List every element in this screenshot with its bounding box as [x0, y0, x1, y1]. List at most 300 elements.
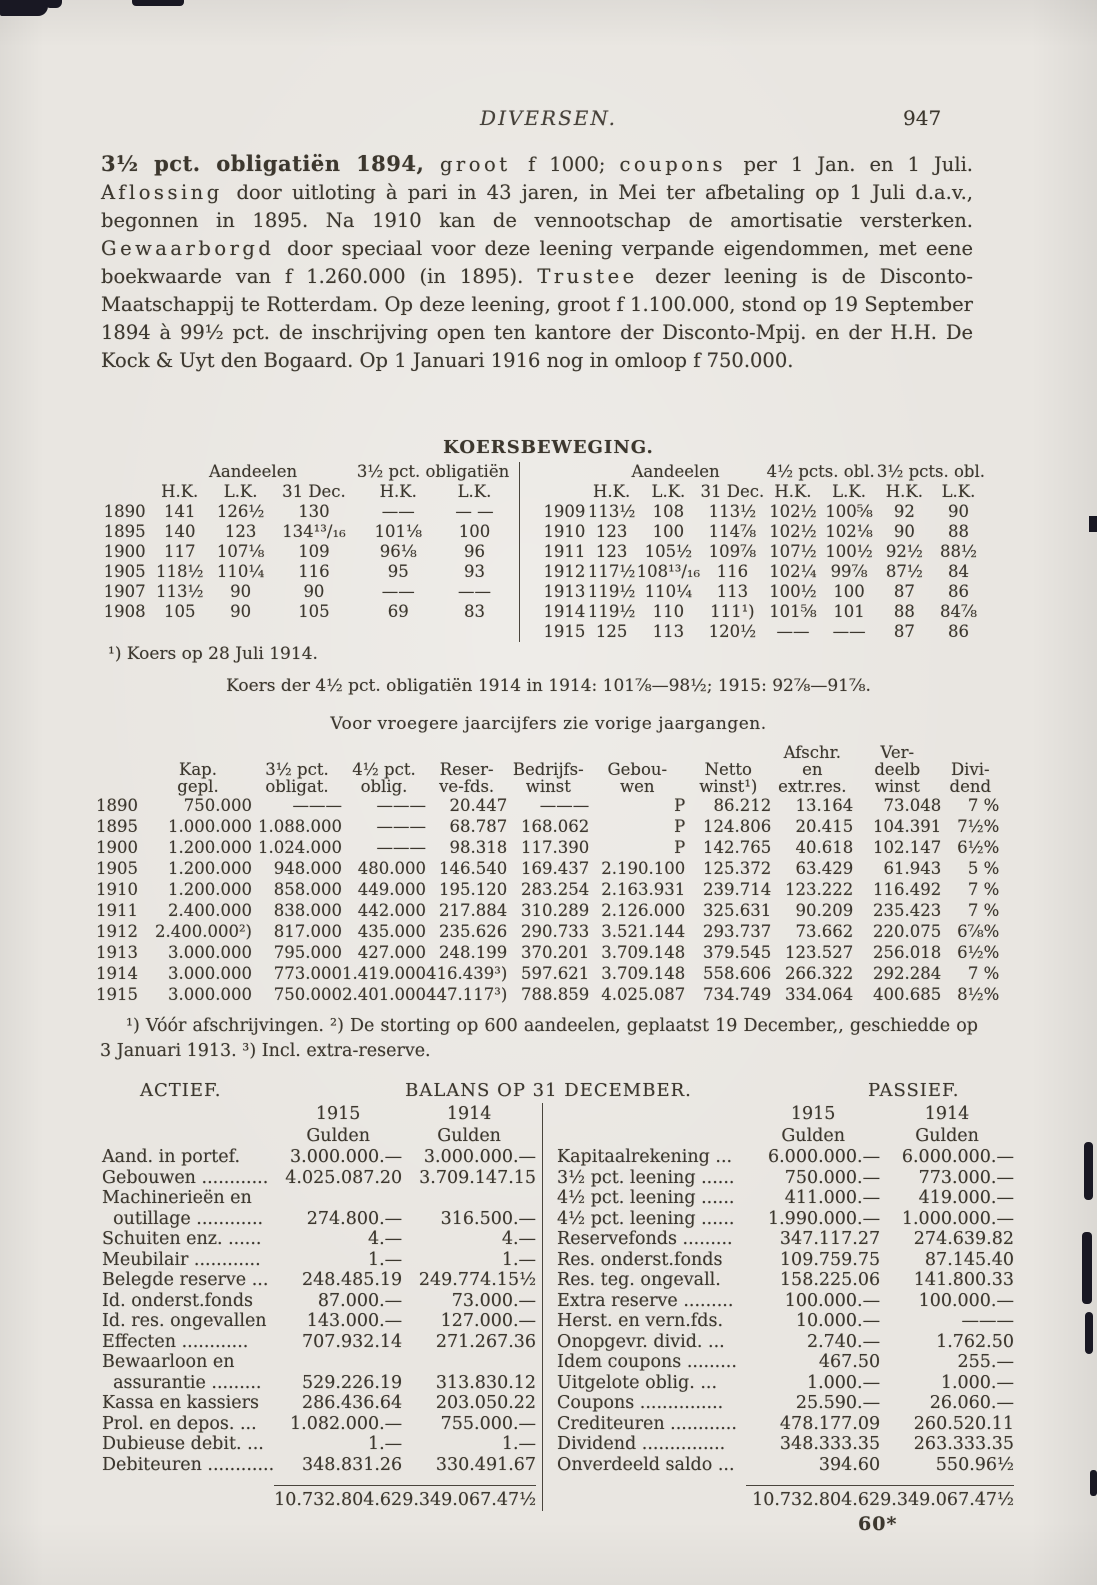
table-row — [100, 542, 509, 562]
table-cell: Id. onderst.fonds — [102, 1290, 254, 1311]
table-cell: 119½ — [587, 602, 636, 621]
koers-table-left — [100, 462, 509, 622]
table-cell: 100½ — [825, 542, 873, 561]
table-cell: 1907 — [103, 582, 146, 601]
table-cell: 4.— — [501, 1229, 537, 1249]
table-cell: Crediteuren ............ — [557, 1413, 737, 1434]
table-cell: 1911 — [543, 542, 586, 561]
table-cell: 3.000.000 — [168, 964, 252, 983]
table-row — [96, 879, 999, 900]
table-cell: 838.000 — [273, 901, 342, 920]
table-cell: 1.200.000 — [168, 880, 252, 899]
table-cell: 126½ — [216, 502, 265, 521]
column-group-header: 3½ pcts. obl. — [876, 462, 985, 481]
table-cell: Machinerieën en — [102, 1188, 252, 1208]
table-row — [102, 1270, 536, 1291]
table-cell: 313.830.12 — [435, 1372, 537, 1393]
column-header: H.K. — [885, 482, 923, 501]
results-table — [96, 744, 999, 1005]
table-cell: 102⅛ — [825, 522, 873, 541]
table-cell: 3.000.000 — [168, 943, 252, 962]
table-cell: — — — [455, 502, 494, 521]
table-cell: 105 — [298, 602, 330, 621]
table-row — [100, 582, 509, 602]
table-cell: 1895 — [103, 522, 146, 541]
table-cell: 449.000 — [357, 880, 426, 899]
table-cell: 4½ pct. leening ...... — [557, 1208, 735, 1229]
table-cell: outillage ............ — [102, 1208, 264, 1229]
table-cell: 125 — [595, 622, 628, 641]
table-row — [542, 542, 985, 562]
balance-passief-table — [557, 1103, 1014, 1511]
koers-right-group-header — [542, 462, 985, 482]
table-cell: Dividend ............... — [557, 1434, 726, 1454]
table-cell: 2.740.— — [806, 1331, 881, 1352]
table-cell: 127.000.— — [440, 1311, 537, 1331]
table-cell: 20.415 — [795, 817, 854, 836]
table-cell: Uitgelote oblig. ... — [557, 1372, 718, 1393]
column-header: wen — [620, 777, 655, 796]
table-cell: 90 — [230, 602, 252, 621]
balance-actief-years — [102, 1103, 536, 1125]
table-cell: 411.000.— — [784, 1188, 881, 1208]
table-cell: 734.749 — [703, 985, 772, 1004]
actief-label: ACTIEF. — [140, 1080, 222, 1101]
table-cell: 6½% — [957, 943, 1000, 962]
table-cell: 10.000.— — [795, 1311, 881, 1331]
table-cell: 2.126.000 — [601, 901, 686, 920]
table-cell: 478.177.09 — [779, 1413, 881, 1434]
table-row — [557, 1209, 1014, 1230]
table-cell: 101 — [833, 602, 865, 621]
column-header: en — [802, 760, 823, 779]
column-header: Bedrijfs- — [512, 760, 584, 779]
table-cell: 348.831.26 — [301, 1454, 403, 1475]
table-cell: 1890 — [96, 796, 138, 815]
results-header-bottom — [96, 778, 999, 795]
table-cell: Res. teg. ongevall. — [557, 1270, 721, 1290]
table-cell: assurantie ......... — [102, 1372, 262, 1393]
table-cell: 707.932.14 — [301, 1331, 403, 1352]
table-cell: 1.419.000 — [342, 964, 426, 983]
scan-artifact-top-strip — [132, 0, 184, 6]
text-segment: Aflossing — [101, 181, 237, 204]
table-row — [542, 622, 985, 642]
koers-table-left-box — [100, 462, 509, 642]
table-row — [102, 1291, 536, 1312]
table-cell: Kassa en kassiers — [102, 1393, 259, 1413]
table-cell: 1.— — [501, 1434, 537, 1454]
column-header: Gulden — [781, 1126, 845, 1146]
table-row — [557, 1229, 1014, 1250]
table-cell: 3.000.000 — [168, 985, 252, 1004]
table-cell: Dubieuse debit. ... — [102, 1434, 264, 1454]
column-header: 31 Dec. — [700, 482, 765, 501]
table-cell: 87 — [893, 622, 915, 641]
table-cell: 130 — [298, 502, 330, 521]
table-cell: 274.639.82 — [913, 1229, 1014, 1249]
table-cell: Idem coupons ......... — [557, 1352, 737, 1372]
column-header: Reser- — [439, 760, 494, 779]
text-segment: groot — [439, 153, 529, 176]
table-row — [96, 795, 999, 816]
table-cell: 118½ — [155, 562, 204, 581]
passief-total — [557, 1486, 1014, 1511]
table-cell: 123 — [595, 522, 628, 541]
table-cell: ——— — [376, 817, 426, 836]
table-cell: 773.000 — [273, 964, 342, 983]
table-cell — [402, 1352, 536, 1373]
table-cell: 1909 — [543, 502, 586, 521]
table-row — [102, 1311, 536, 1332]
table-cell: 750.000 — [273, 985, 342, 1004]
table-row — [557, 1414, 1014, 1435]
table-cell: 100½ — [769, 582, 817, 601]
table-cell: 1910 — [543, 522, 586, 541]
table-row — [102, 1393, 536, 1414]
table-cell: Res. onderst.fonds — [557, 1249, 723, 1270]
table-cell: 817.000 — [273, 922, 342, 941]
table-cell: 4.025.087.20 — [285, 1167, 403, 1188]
passief-label: PASSIEF. — [868, 1080, 960, 1101]
table-cell: 447.117³) — [425, 985, 508, 1004]
total-value: 9.349.067.47½ — [402, 1486, 536, 1511]
table-cell: 467.50 — [818, 1352, 881, 1372]
table-cell: 114⅞ — [708, 522, 757, 541]
column-group-header: 3½ pct. obligatiën — [356, 462, 510, 481]
text-segment: dezer leening is de Disconto-Maatschappij te Rotterdam. Op deze leening, groot f 1.100.000, stond op 19 September 1894 à 99½ pct. de inschrijving open ten kantore der Disconto-Mpij. en der H.H. De Kock & Uyt den Bogaard. Op 1 Januari 1916 nog in omloop f 750.000. — [101, 265, 973, 372]
table-cell: 117 — [163, 542, 196, 561]
table-cell: Kapitaalrekening ... — [557, 1147, 733, 1167]
table-row — [96, 963, 999, 984]
table-cell: 217.884 — [439, 901, 508, 920]
table-cell: 8½% — [957, 985, 1000, 1004]
table-cell: 92 — [893, 502, 915, 521]
column-header: H.K. — [593, 482, 631, 501]
table-cell: 260.520.11 — [913, 1413, 1014, 1434]
table-cell: 1.200.000 — [168, 838, 252, 857]
table-cell: ——— — [961, 1311, 1014, 1331]
table-row — [102, 1168, 536, 1189]
table-cell: 86 — [947, 622, 969, 641]
table-cell: 90.209 — [795, 901, 854, 920]
table-cell: 102½ — [769, 502, 817, 521]
table-cell: 1911 — [96, 901, 138, 920]
table-cell: 100⅝ — [825, 502, 873, 521]
table-row — [102, 1229, 536, 1250]
table-row — [96, 984, 999, 1005]
column-header: Divi- — [950, 760, 990, 779]
table-cell: 116.492 — [873, 880, 942, 899]
table-cell: 110 — [652, 602, 685, 621]
table-cell: 73.000.— — [451, 1290, 537, 1311]
table-cell: 26.060.— — [929, 1393, 1014, 1413]
table-cell: 90 — [947, 502, 969, 521]
table-cell: P — [674, 838, 686, 857]
table-row — [557, 1311, 1014, 1332]
table-cell: 86.212 — [713, 796, 772, 815]
table-cell: 1905 — [103, 562, 146, 581]
table-cell: 108¹³/₁₆ — [636, 562, 701, 581]
koers-table-right-box — [519, 462, 985, 642]
text-segment: Trustee — [537, 265, 656, 288]
table-row — [102, 1434, 536, 1455]
column-header: Afschr. — [783, 743, 841, 762]
scan-artifact-edge1 — [1089, 516, 1097, 532]
table-cell: 795.000 — [273, 943, 342, 962]
table-cell: 113½ — [708, 502, 757, 521]
table-row — [557, 1393, 1014, 1414]
table-cell: 3½ pct. leening ...... — [557, 1167, 735, 1188]
table-cell: —— — [381, 582, 415, 601]
table-cell: 3.709.147.15 — [419, 1167, 537, 1188]
koers-1914-note: Koers der 4½ pct. obligatiën 1914 in 1914: 101⅞—98½; 1915: 92⅞—91⅞. — [226, 676, 871, 696]
table-cell: 348.333.35 — [779, 1434, 881, 1454]
table-cell: 1914 — [96, 964, 138, 983]
table-cell: 134¹³/₁₆ — [282, 522, 346, 541]
balance-passief-units — [557, 1125, 1014, 1147]
table-cell — [402, 1188, 536, 1209]
table-row — [102, 1188, 536, 1209]
table-cell: 858.000 — [273, 880, 342, 899]
table-cell: 88 — [947, 522, 969, 541]
column-header: 31 Dec. — [282, 482, 346, 501]
table-cell: 7 % — [967, 901, 1000, 920]
table-cell: 101⅛ — [374, 522, 422, 541]
table-cell: 7 % — [967, 880, 1000, 899]
table-cell: 249.774.15½ — [418, 1270, 537, 1290]
column-header: L.K. — [832, 482, 866, 501]
column-header: 1915 — [315, 1104, 361, 1124]
table-row — [542, 502, 985, 522]
table-cell: 773.000.— — [918, 1167, 1014, 1188]
column-header: ve-fds. — [439, 777, 495, 796]
table-cell: 290.733 — [521, 922, 590, 941]
table-cell: 100 — [458, 522, 491, 541]
table-row — [557, 1270, 1014, 1291]
table-row — [96, 837, 999, 858]
table-cell: 13.164 — [795, 796, 854, 815]
table-row — [96, 816, 999, 837]
table-cell: 788.859 — [521, 985, 590, 1004]
table-row — [102, 1332, 536, 1353]
table-row — [96, 858, 999, 879]
table-row — [557, 1291, 1014, 1312]
table-cell: 256.018 — [873, 943, 942, 962]
table-cell: 113 — [652, 622, 685, 641]
table-cell: 379.545 — [703, 943, 772, 962]
spacer-row — [102, 1475, 536, 1486]
table-cell: Gebouwen ............ — [102, 1167, 269, 1188]
table-cell: 1895 — [96, 817, 138, 836]
table-cell: 3.000.000.— — [290, 1147, 403, 1167]
table-cell: 235.423 — [873, 901, 942, 920]
column-header: extr.res. — [778, 777, 847, 796]
table-cell: 1.— — [501, 1249, 537, 1270]
table-cell: ——— — [292, 796, 342, 815]
table-cell: 1890 — [103, 502, 146, 521]
table-cell: 7½% — [957, 817, 1000, 836]
column-header: 1914 — [446, 1104, 492, 1124]
balance-actief-units — [102, 1125, 536, 1147]
table-cell: 123.527 — [785, 943, 854, 962]
table-cell: Schuiten enz. ...... — [102, 1229, 262, 1249]
koers-table-right — [542, 462, 985, 642]
table-cell: 1.000.000 — [168, 817, 252, 836]
table-cell: 113½ — [587, 502, 636, 521]
table-cell: 102.147 — [873, 838, 942, 857]
table-cell: 90 — [303, 582, 325, 601]
table-cell: —— — [457, 582, 491, 601]
table-cell: 84 — [947, 562, 969, 581]
spacer-row — [557, 1475, 1014, 1486]
table-cell: 113½ — [155, 582, 204, 601]
table-cell: 102½ — [769, 522, 817, 541]
table-cell: 435.000 — [357, 922, 426, 941]
table-cell: 100.000.— — [784, 1290, 881, 1311]
table-cell: 370.201 — [521, 943, 590, 962]
column-header: dend — [949, 777, 992, 796]
table-cell: 109 — [298, 542, 330, 561]
column-header: 1914 — [924, 1104, 970, 1124]
table-cell: 5 % — [967, 859, 1000, 878]
table-cell: 168.062 — [521, 817, 590, 836]
table-cell: 7 % — [967, 796, 1000, 815]
table-cell: 6.000.000.— — [901, 1147, 1014, 1167]
table-cell: 427.000 — [357, 943, 426, 962]
column-header: gepl. — [177, 777, 219, 796]
column-header: deelb — [874, 760, 921, 779]
table-cell: 283.254 — [521, 880, 590, 899]
koers-left-sub-header — [100, 482, 509, 502]
table-cell: 158.225.06 — [779, 1270, 881, 1290]
table-cell: 235.626 — [439, 922, 508, 941]
text-segment: f 1000; — [528, 153, 620, 176]
table-row — [102, 1209, 536, 1230]
table-cell: Meubilair ............ — [102, 1249, 261, 1270]
table-cell: 400.685 — [873, 985, 942, 1004]
text-segment: 3½ pct. obligatiën 1894, — [101, 151, 440, 176]
column-header: H.K. — [161, 482, 199, 501]
table-row — [542, 582, 985, 602]
table-cell: 750.000.— — [784, 1167, 881, 1188]
table-cell: 330.491.67 — [435, 1454, 537, 1475]
table-cell: 316.500.— — [440, 1208, 537, 1229]
table-row — [100, 522, 509, 542]
table-cell: 2.400.000²) — [154, 922, 252, 941]
table-cell: 529.226.19 — [301, 1372, 403, 1393]
column-header: winst — [525, 777, 571, 796]
balance-actief-box — [102, 1103, 536, 1511]
table-cell: 99⅞ — [830, 562, 868, 581]
table-cell: 550.96½ — [935, 1454, 1014, 1475]
column-header: Gebou- — [607, 760, 668, 779]
table-row — [100, 562, 509, 582]
actief-total — [102, 1486, 536, 1511]
column-header: L.K. — [941, 482, 976, 501]
scan-artifact-edge3 — [1082, 1232, 1092, 1304]
table-cell: 3.000.000.— — [423, 1147, 537, 1167]
koers-right-sub-header — [542, 482, 985, 502]
column-header: 4½ pct. — [352, 760, 416, 779]
table-cell: 1.990.000.— — [767, 1208, 881, 1229]
text-segment: door speciaal voor deze leening verpande eigendommen, met eene boekwaarde van f 1.260.000 (in 1895). — [101, 237, 973, 288]
table-cell: 146.540 — [439, 859, 508, 878]
table-cell: 109⅞ — [708, 542, 757, 561]
table-cell: 6.000.000.— — [767, 1147, 881, 1167]
table-cell: 1.— — [367, 1434, 403, 1454]
text-segment: door uitloting à pari in 43 jaren, in Mei ter afbetaling op 1 Juli d.a.v., begonnen in 1895. Na 1910 kan de vennootschap de amortisatie versterken. — [101, 181, 973, 232]
table-cell: 1915 — [543, 622, 586, 641]
column-header: Ver- — [880, 743, 915, 762]
balans-title: BALANS OP 31 DECEMBER. — [405, 1080, 692, 1101]
scan-artifact-corner2 — [46, 0, 62, 8]
table-cell: 293.737 — [703, 922, 772, 941]
table-cell: —— — [832, 622, 866, 641]
table-cell: 98.318 — [449, 838, 508, 857]
table-cell: 123 — [224, 522, 257, 541]
table-cell: 25.590.— — [795, 1393, 881, 1413]
balance-actief-table — [102, 1103, 536, 1511]
table-cell: 105½ — [644, 542, 693, 561]
table-row — [557, 1168, 1014, 1189]
table-cell: 100.000.— — [918, 1290, 1014, 1311]
column-header: oblig. — [360, 777, 408, 796]
table-cell: 113 — [716, 582, 749, 601]
table-cell: 109.759.75 — [779, 1249, 881, 1270]
table-cell: 123 — [595, 542, 628, 561]
table-cell: 87½ — [885, 562, 923, 581]
koers-footnote: ¹) Koers op 28 Juli 1914. — [108, 644, 318, 664]
column-header: 1915 — [790, 1104, 836, 1124]
table-cell: 2.190.100 — [601, 859, 686, 878]
table-cell: 263.333.35 — [913, 1434, 1014, 1454]
table-cell: 2.163.931 — [601, 880, 686, 899]
column-header: L.K. — [457, 482, 492, 501]
table-cell: 325.631 — [703, 901, 772, 920]
table-cell: 1910 — [96, 880, 138, 899]
table-cell: 124.806 — [703, 817, 772, 836]
table-cell: 1.200.000 — [168, 859, 252, 878]
table-cell: 755.000.— — [440, 1413, 537, 1434]
table-cell: 104.391 — [873, 817, 942, 836]
table-row — [557, 1147, 1014, 1168]
results-section — [96, 744, 999, 1005]
table-row — [102, 1455, 536, 1476]
table-cell: 83 — [463, 602, 485, 621]
table-row — [557, 1250, 1014, 1271]
table-cell: 597.621 — [521, 964, 590, 983]
table-cell: 2.401.000 — [342, 985, 426, 1004]
see-previous-note: Voor vroegere jaarcijfers zie vorige jaargangen. — [330, 714, 767, 734]
table-cell: 84⅞ — [939, 602, 977, 621]
koers-section-title: KOERSBEWEGING. — [443, 437, 654, 458]
table-cell: 3.709.148 — [601, 943, 686, 962]
table-cell: 480.000 — [357, 859, 426, 878]
table-cell: P — [674, 817, 686, 836]
table-cell: 88½ — [939, 542, 977, 561]
table-cell: 1914 — [543, 602, 586, 621]
balance-passief-box — [542, 1103, 1014, 1511]
table-cell: 3.709.148 — [601, 964, 686, 983]
table-row — [557, 1188, 1014, 1209]
table-row — [557, 1434, 1014, 1455]
column-header: Gulden — [437, 1126, 501, 1146]
table-cell: 220.075 — [873, 922, 942, 941]
total-value: 9.349.067.47½ — [880, 1486, 1014, 1511]
table-cell: 142.765 — [703, 838, 772, 857]
table-cell: 248.485.19 — [301, 1270, 403, 1290]
